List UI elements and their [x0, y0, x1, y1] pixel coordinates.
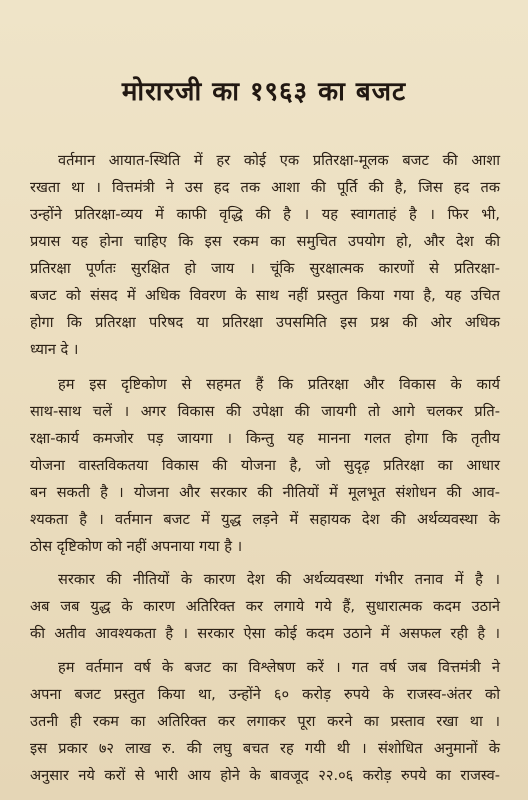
paragraph-2: [30, 371, 500, 560]
text-line: उन्होंने प्रतिरक्षा-व्यय में काफी वृद्धि की है । यह स्वागताहं है । फिर भी,: [30, 206, 500, 223]
text-line: साथ-साथ चलें । अगर विकास की उपेक्षा की जायगी तो आगे चलकर प्रति-: [30, 403, 500, 420]
text-line: सरकार की नीतियों के कारण देश की अर्थव्यवस्था गंभीर तनाव में है ।: [58, 571, 500, 588]
text-line: ध्यान दे ।: [30, 341, 79, 358]
text-line: होगा कि प्रतिरक्षा परिषद या प्रतिरक्षा उपसमिति इस प्रश्न की ओर अधिक: [30, 314, 500, 331]
text-line: अपना बजट प्रस्तुत किया था, उन्होंने ६० करोड़ रुपये के राजस्व-अंतर को: [30, 686, 500, 703]
text-line: श्यकता है । वर्तमान बजट में युद्ध लड़ने में सहायक देश की अर्थव्यवस्था के: [30, 511, 500, 528]
text-line: ठोस दृष्टिकोण को नहीं अपनाया गया है ।: [30, 538, 243, 555]
text-line: प्रतिरक्षा पूर्णतः सुरक्षित हो जाय । चूंकि सुरक्षात्मक कारणों से प्रतिरक्षा-: [30, 260, 500, 277]
paragraph-4: [30, 654, 500, 789]
text-line: वर्तमान आयात-स्थिति में हर कोई एक प्रतिरक्षा-मूलक बजट की आशा: [58, 152, 500, 169]
paragraph-1: [30, 147, 500, 363]
page-title: मोरारजी का १९६३ का बजट: [121, 77, 407, 107]
text-line: अनुसार नये करों से भारी आय होने के बावजूद २२.०६ करोड़ रुपये का राजस्व-: [30, 767, 500, 784]
text-line: इस प्रकार ७२ लाख रु. की लघु बचत रह गयी थी । संशोधित अनुमानों के: [30, 740, 500, 757]
text-line: हम इस दृष्टिकोण से सहमत हैं कि प्रतिरक्षा और विकास के कार्य: [58, 376, 500, 393]
text-line: रक्षा-कार्य कमजोर पड़ जायगा । किन्तु यह मानना गलत होगा कि तृतीय: [30, 430, 500, 447]
text-line: योजना वास्तविकतया विकास की योजना है, जो सुदृढ़ प्रतिरक्षा का आधार: [30, 457, 500, 474]
text-line: की अतीव आवश्यकता है । सरकार ऐसा कोई कदम उठाने में असफल रही है ।: [30, 625, 500, 642]
text-line: रखता था । वित्तमंत्री ने उस हद तक आशा की पूर्ति की है, जिस हद तक: [30, 179, 500, 196]
paragraph-3: [30, 566, 500, 647]
text-line: बन सकती है । योजना और सरकार की नीतियों में मूलभूत संशोधन की आव-: [30, 484, 500, 501]
text-line: अब जब युद्ध के कारण अतिरिक्त कर लगाये गये हैं, सुधारात्मक कदम उठाने: [30, 598, 500, 615]
text-line: हम वर्तमान वर्ष के बजट का विश्लेषण करें । गत वर्ष जब वित्तमंत्री ने: [58, 659, 500, 676]
text-line: प्रयास यह होना चाहिए कि इस रकम का समुचित उपयोग हो, और देश की: [30, 233, 500, 250]
text-line: बजट को संसद में अधिक विवरण के साथ नहीं प्रस्तुत किया गया है, यह उचित: [30, 287, 500, 304]
text-line: उतनी ही रकम का अतिरिक्त कर लगाकर पूरा करने का प्रस्ताव रखा था ।: [30, 713, 500, 730]
